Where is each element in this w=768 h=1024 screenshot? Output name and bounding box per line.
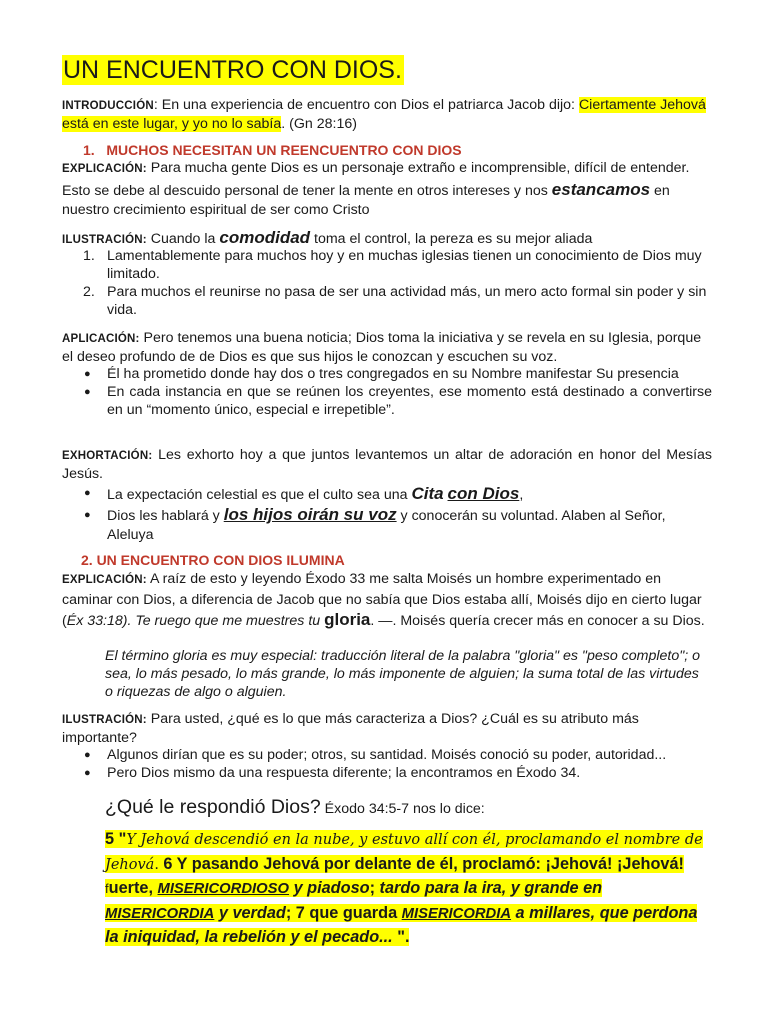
list-item-text: La expectación celestial es que el culto sea una — [107, 487, 412, 503]
emphasis-comodidad: comodidad — [219, 228, 311, 247]
explicacion-label: EXPLICACIÓN: — [62, 574, 147, 586]
explicacion-label: EXPLICACIÓN: — [62, 163, 147, 175]
list-item-text: Dios les hablará y — [107, 508, 224, 524]
section-2-explicacion — [62, 570, 712, 632]
section-1-aplicacion — [62, 329, 712, 366]
bullet-icon: ● — [84, 509, 91, 521]
section-1-exhortacion — [62, 446, 712, 483]
list-item — [62, 764, 712, 782]
question-reference: Éxodo 34:5-7 nos lo dice: — [320, 801, 485, 817]
intro-text: : En una experiencia de encuentro con Dios el patriarca Jacob dijo: — [153, 97, 579, 113]
list-item-text: Pero Dios mismo da una respuesta diferente; la encontramos en Éxodo 34. — [107, 765, 581, 781]
verse-6-initial: f — [105, 881, 109, 896]
verse-6-punct: ; — [285, 903, 296, 922]
exhortacion-label: EXHORTACIÓN: — [62, 450, 153, 462]
verse-number: 5 — [105, 830, 115, 848]
emphasis-estancamos: estancamos — [551, 179, 651, 199]
emphasis-cita: Cita — [411, 484, 444, 503]
aplicacion-label: APLICACIÓN: — [62, 333, 140, 345]
intro-label: INTRODUCCIÓN — [62, 100, 154, 112]
list-item-text: Algunos dirían que es su poder; otros, su santidad. Moisés conoció su poder, autoridad... — [107, 747, 667, 763]
list-item-text: Lamentablemente para muchos hoy y en muchas iglesias tienen un conocimiento de Dios muy limitado. — [107, 248, 702, 282]
list-marker: 2. — [83, 284, 95, 300]
intro-reference: . (Gn 28:16) — [281, 116, 357, 133]
explicacion-text: Para mucha gente Dios es un personaje extraño e incomprensible, difícil de entender. Esto se debe al descuido personal de tener la mente en otros intereses y nos — [62, 160, 690, 199]
emphasis-gloria: gloria — [324, 610, 371, 629]
verse-7-text: que guarda — [304, 903, 402, 922]
verse-6-text: y piadoso — [289, 879, 370, 897]
section-1-explicacion — [62, 159, 712, 221]
explicacion-text: A raíz de esto y leyendo Éxodo 33 me salta Moisés un hombre experimentado en caminar con Dios, a diferencia de Jacob que no sabía que Dios estaba allí, Moisés dijo en cierto lugar ( — [62, 571, 702, 629]
exhortacion-bullet-list — [62, 483, 712, 544]
emphasis-los-hijos: los hijos oirán su voz — [223, 505, 397, 524]
list-item — [62, 365, 712, 383]
verse-6-text: tardo para la ira, y grande en — [379, 879, 603, 897]
list-item-text: Para muchos el reunirse no pasa de ser una actividad más, un mero acto formal sin poder y sin vida. — [107, 284, 707, 318]
quote-close: ". — [397, 928, 410, 946]
list-item-text-end: y conocerán su voluntad. Alaben al Señor, Aleluya — [107, 508, 666, 543]
ilustracion-text: Cuando la — [146, 231, 220, 247]
ilustracion-text: Para usted, ¿qué es lo que más caracteriza a Dios? ¿Cuál es su atributo más importante? — [62, 711, 639, 747]
page-title: UN ENCUENTRO CON DIOS. — [63, 56, 402, 84]
section-1-number: 1. — [83, 142, 95, 158]
list-item-text: En cada instancia en que se reúnen los creyentes, ese momento está destinado a convertirse en un “momento único, especial e irrepetible”. — [107, 384, 712, 418]
section-1-title: MUCHOS NECESITAN UN REENCUENTRO CON DIOS — [106, 142, 462, 158]
verse-7-text: a millares, que perdona la iniquidad, la rebelión y el pecado... — [105, 903, 698, 946]
verse-6-punct: ; — [369, 879, 380, 897]
intro-quote-highlight: Ciertamente Jehová está en este lugar, y yo no lo sabía — [62, 97, 706, 133]
aplicacion-bullet-list — [62, 365, 712, 419]
gloria-note: El término gloria es muy especial: traducción literal de la palabra "gloria" es "peso completo"; o sea, lo más pesado, lo más grande, lo más imponente de alguien; la suma total de las virtudes o riquezas de algo o alguien. — [105, 648, 701, 700]
misericordia-emphasis: MISERICORDIA — [105, 905, 215, 922]
emphasis-con-dios: con Dios — [447, 484, 520, 503]
verse-5-text: Y Jehová descendió en la nube, y estuvo allí con él, proclamando el nombre de Jehová — [105, 832, 703, 873]
section-1-heading — [83, 141, 462, 159]
exhortacion-text: Les exhorto hoy a que juntos levantemos un altar de adoración en honor del Mesías Jesús. — [62, 447, 712, 483]
ilustracion-label: ILUSTRACIÓN: — [62, 234, 147, 246]
ilustracion-text-end: toma el control, la pereza es su mejor aliada — [310, 231, 593, 247]
list-item — [62, 283, 712, 319]
verse-punct: . — [154, 854, 159, 873]
intro-paragraph — [62, 96, 712, 133]
verse-6-text: Y pasando Jehová por delante de él, proclamó: ¡Jehová! ¡Jehová! — [172, 854, 684, 873]
list-item-punct: , — [519, 487, 524, 503]
list-item — [62, 483, 712, 506]
section-1-numbered-list — [62, 247, 712, 319]
list-item — [62, 247, 712, 283]
ilustracion-bullet-list — [62, 746, 712, 782]
aplicacion-text: Pero tenemos una buena noticia; Dios toma la iniciativa y se revela en su Iglesia, porque el deseo profundo de de Dios es que sus hijos le conozcan y escuchen su voz. — [62, 330, 702, 366]
list-item-text: Él ha prometido donde hay dos o tres congregados en su Nombre manifestar Su presencia — [107, 366, 679, 382]
verse-number: 7 — [295, 903, 305, 922]
list-item — [62, 506, 712, 544]
bullet-icon: ● — [84, 487, 91, 499]
bullet-icon: ● — [84, 767, 91, 779]
list-marker: 1. — [83, 248, 95, 264]
list-item — [62, 746, 712, 764]
bullet-icon: ● — [84, 368, 91, 380]
section-2-ilustracion — [62, 710, 712, 747]
list-item — [62, 383, 712, 419]
question-text: ¿Qué le respondió Dios? — [105, 796, 321, 818]
bullet-icon: ● — [84, 749, 91, 761]
verse-6-text: y verdad — [214, 903, 286, 922]
scripture-reference: Éx 33:18). Te ruego que me muestres tu — [66, 613, 325, 629]
verse-6-text: uerte, — [108, 879, 158, 897]
question-line — [105, 795, 485, 821]
section-2-heading: 2. UN ENCUENTRO CON DIOS ILUMINA — [81, 552, 345, 568]
explicacion-text-end: . —. Moisés quería crecer más en conocer a su Dios. — [370, 613, 705, 629]
misericordioso-emphasis: MISERICORDIOSO — [157, 881, 290, 897]
bullet-icon: ● — [84, 386, 91, 398]
scripture-verse-block — [105, 828, 705, 950]
explicacion-text-end: en nuestro crecimiento espiritual de ser como Cristo — [62, 182, 670, 218]
ilustracion-label: ILUSTRACIÓN: — [62, 714, 147, 726]
verse-number: 6 — [158, 854, 173, 873]
quote-open: " — [114, 830, 127, 848]
misericordia-emphasis: MISERICORDIA — [401, 905, 512, 922]
